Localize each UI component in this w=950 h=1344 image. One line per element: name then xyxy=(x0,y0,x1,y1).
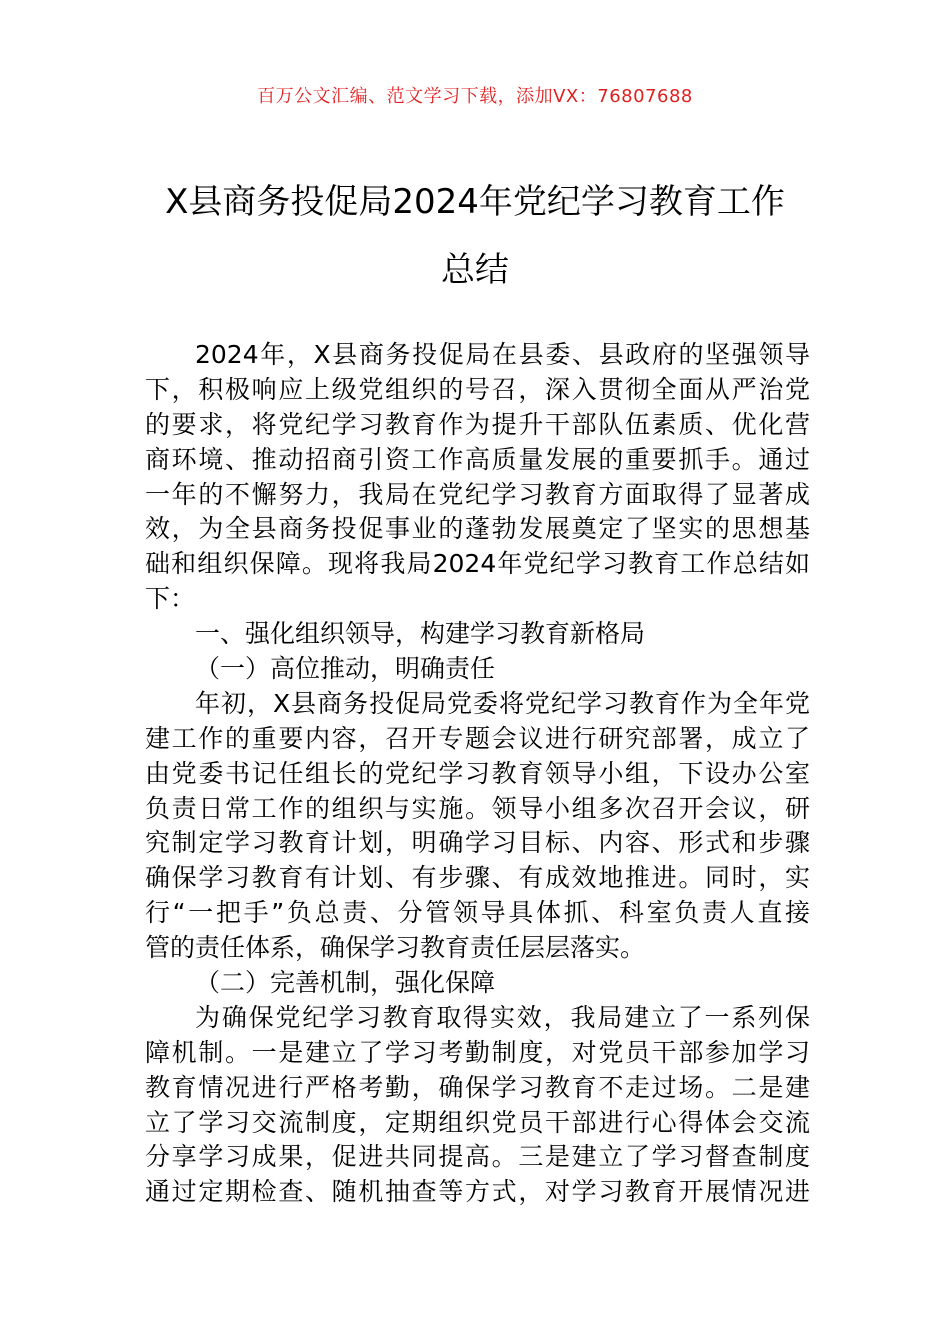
paragraph-line: 的要求，将党纪学习教育作为提升干部队伍素质、优化营 xyxy=(145,409,810,439)
paragraph-line: 障机制。一是建立了学习考勤制度，对党员干部参加学习 xyxy=(145,1037,810,1067)
paragraph-line: 由党委书记任组长的党纪学习教育领导小组，下设办公室 xyxy=(145,758,810,788)
section-heading: 一、强化组织领导，构建学习教育新格局 xyxy=(195,619,646,649)
paragraph-line: 分享学习成果，促进共同提高。三是建立了学习督查制度 xyxy=(145,1142,810,1172)
paragraph-line: 商环境、推动招商引资工作高质量发展的重要抓手。通过 xyxy=(145,444,810,474)
paragraph-line: 究制定学习教育计划，明确学习目标、内容、形式和步骤 xyxy=(145,828,810,858)
section-heading: （一）高位推动，明确责任 xyxy=(195,654,496,684)
paragraph-line: 负责日常工作的组织与实施。领导小组多次召开会议，研 xyxy=(145,793,810,823)
paragraph-line: 建工作的重要内容，召开专题会议进行研究部署，成立了 xyxy=(145,723,810,753)
paragraph-line: 础和组织保障。现将我局2024年党纪学习教育工作总结如 xyxy=(145,549,810,579)
paragraph-line: 年初，X县商务投促局党委将党纪学习教育作为全年党 xyxy=(195,688,810,718)
paragraph-line: 一年的不懈努力，我局在党纪学习教育方面取得了显著成 xyxy=(145,479,810,509)
paragraph-line: 通过定期检查、随机抽查等方式，对学习教育开展情况进 xyxy=(145,1177,810,1207)
paragraph-line: 确保学习教育有计划、有步骤、有成效地推进。同时，实 xyxy=(145,863,810,893)
document-body xyxy=(145,338,810,1210)
paragraph-line: 教育情况进行严格考勤，确保学习教育不走过场。二是建 xyxy=(145,1072,810,1102)
paragraph-line: 为确保党纪学习教育取得实效，我局建立了一系列保 xyxy=(195,1002,810,1032)
paragraph-line: 效，为全县商务投促事业的蓬勃发展奠定了坚实的思想基 xyxy=(145,514,810,544)
paragraph-line: 立了学习交流制度，定期组织党员干部进行心得体会交流 xyxy=(145,1107,810,1137)
paragraph-line: 2024年，X县商务投促局在县委、县政府的坚强领导 xyxy=(195,340,810,369)
document-title-line-2: 总结 xyxy=(441,250,509,290)
paragraph-line: 行“一把手”负总责、分管领导具体抓、科室负责人直接 xyxy=(145,898,810,928)
paragraph-line: 下： xyxy=(145,584,196,614)
paragraph-line: 下，积极响应上级党组织的号召，深入贯彻全面从严治党 xyxy=(145,374,810,404)
paragraph-line: 管的责任体系，确保学习教育责任层层落实。 xyxy=(145,933,646,963)
watermark-banner: 百万公文汇编、范文学习下载，添加VX：76807688 xyxy=(257,86,693,107)
document-title-line-1: X县商务投促局2024年党纪学习教育工作 xyxy=(165,182,785,222)
section-heading: （二）完善机制，强化保障 xyxy=(195,968,496,998)
